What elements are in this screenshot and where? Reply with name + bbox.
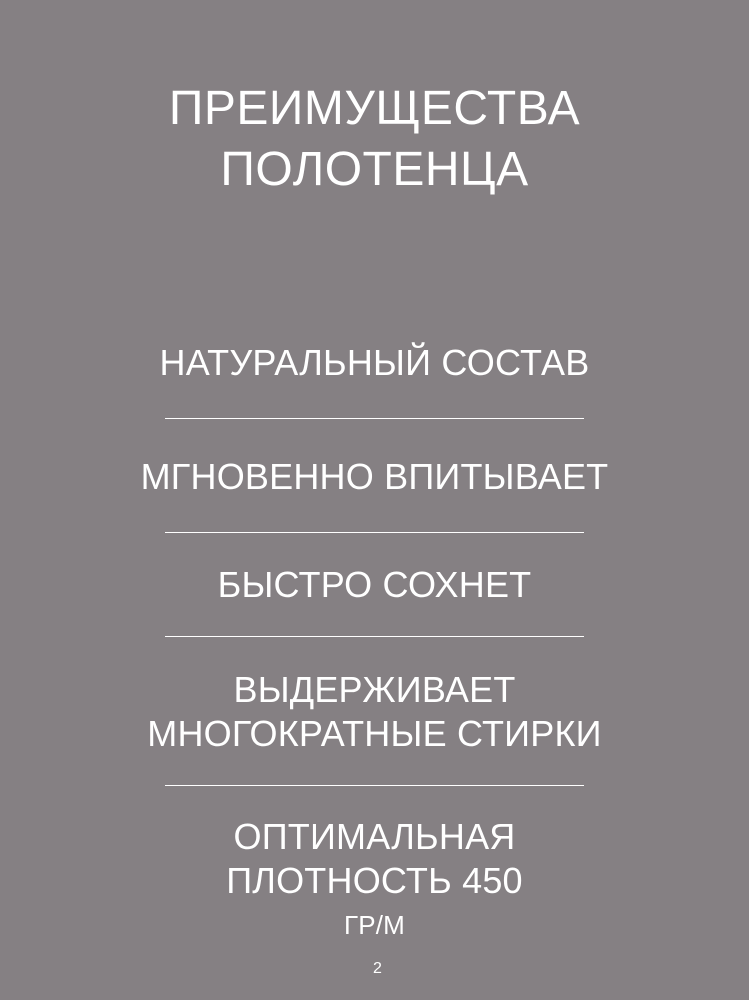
divider bbox=[165, 418, 584, 419]
divider bbox=[165, 636, 584, 637]
title-line-2: ПОЛОТЕНЦА bbox=[220, 143, 529, 196]
feature-label: НАТУРАЛЬНЫЙ СОСТАВ bbox=[159, 342, 590, 383]
title-line-1: ПРЕИМУЩЕСТВА bbox=[168, 82, 581, 135]
divider bbox=[165, 532, 584, 533]
page-title bbox=[0, 78, 749, 200]
feature-label-line-1: ВЫДЕРЖИВАЕТ bbox=[233, 669, 516, 710]
feature-label-line-1: ОПТИМАЛЬНАЯ bbox=[233, 816, 516, 857]
feature-natural-composition bbox=[0, 341, 749, 385]
feature-optimal-density bbox=[0, 815, 749, 991]
feature-label: БЫСТРО СОХНЕТ bbox=[217, 564, 532, 605]
density-exponent: 2 bbox=[372, 960, 383, 977]
feature-label: МГНОВЕННО ВПИТЫВАЕТ bbox=[140, 456, 609, 497]
feature-density-line bbox=[0, 859, 749, 991]
feature-multiple-washes bbox=[0, 668, 749, 756]
density-value: ПЛОТНОСТЬ 450 bbox=[226, 860, 523, 901]
density-unit: ГР/М bbox=[343, 910, 406, 940]
feature-label-line-2: МНОГОКРАТНЫЕ СТИРКИ bbox=[147, 713, 602, 754]
feature-dries-fast bbox=[0, 563, 749, 607]
divider bbox=[165, 785, 584, 786]
feature-instant-absorption bbox=[0, 455, 749, 499]
